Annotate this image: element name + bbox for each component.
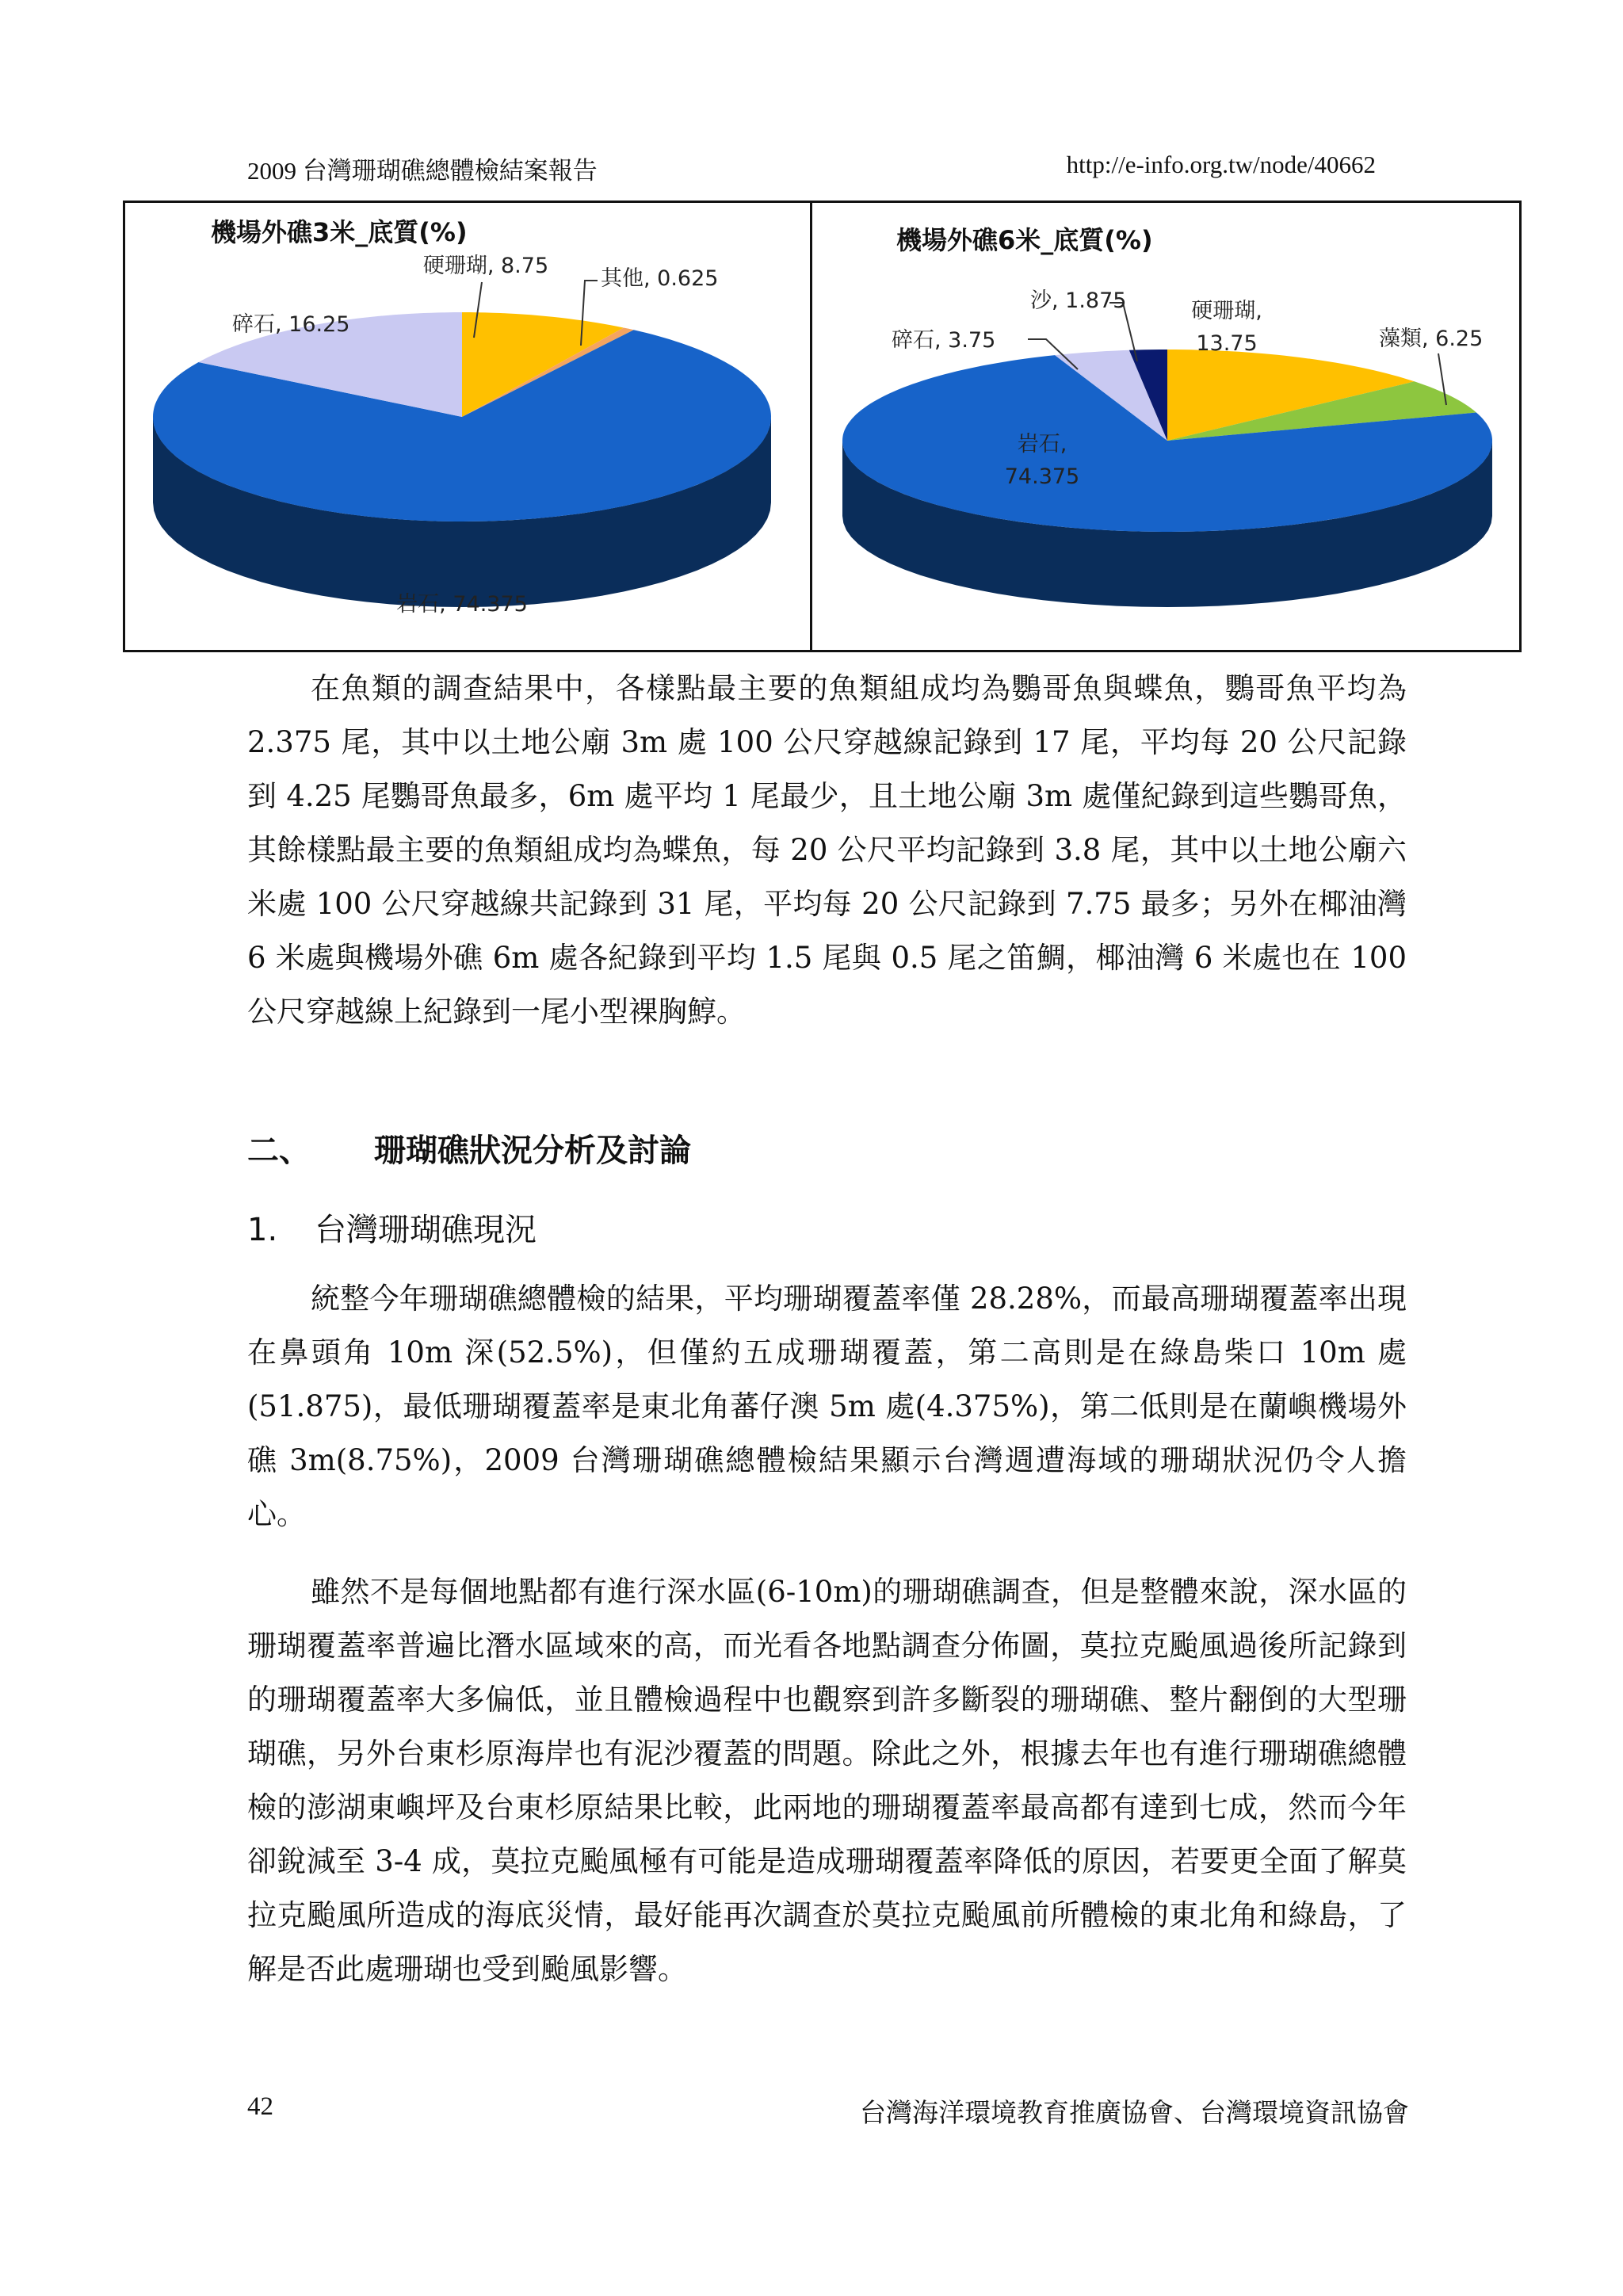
pie-chart-3m [125,203,810,650]
paragraph-coral-status: 統整今年珊瑚礁總體檢的結果，平均珊瑚覆蓋率僅 28.28%，而最高珊瑚覆蓋率出現在鼻頭角 10m 深(52.5%)，但僅約五成珊瑚覆蓋，第二高則是在綠島柴口 10m 處(51.875)，最低珊瑚覆蓋率是東北角蕃仔澳 5m 處(4.375%)，第二低則是在蘭嶼機場外礁 3m(8.75%)，2009 台灣珊瑚礁總體檢結果顯示台灣週遭海域的珊瑚狀況仍令人擔心。 [247,1282,1407,1531]
subsection-number: 1. [247,1212,278,1248]
section-number: 二、 [247,1133,311,1169]
section-title: 珊瑚礁狀況分析及討論 [374,1133,691,1169]
header-title: 2009 台灣珊瑚礁總體檢結案報告 [247,157,598,185]
section-heading [247,1125,691,1171]
chart-title: 機場外礁3米_底質(%) [211,217,468,247]
page-number: 42 [247,2092,273,2121]
pie-chart-6m [812,203,1519,650]
paragraph-fish-survey: 在魚類的調查結果中，各樣點最主要的魚類組成均為鸚哥魚與蝶魚，鸚哥魚平均為 2.375 尾，其中以土地公廟 3m 處 100 公尺穿越線記錄到 17 尾，平均每 20 公尺記錄到 4.25 尾鸚哥魚最多，6m 處平均 1 尾最少，且土地公廟 3m 處僅紀錄到這些鸚哥魚，其餘樣點最主要的魚類組成均為蝶魚，每 20 公尺平均記錄到 3.8 尾，其中以土地公廟六米處 100 公尺穿越線共記錄到 31 尾，平均每 20 公尺記錄到 7.75 最多；另外在椰油灣 6 米處與機場外礁 6m 處各紀錄到平均 1.5 尾與 0.5 尾之笛鯛，椰油灣 6 米處也在 100 公尺穿越線上紀錄到一尾小型裸胸鯙。 [247,671,1407,1029]
header-url: http://e-info.org.tw/node/40662 [1066,151,1376,178]
footer-org: 台灣海洋環境教育推廣協會、台灣環境資訊協會 [860,2097,1409,2128]
paragraph-deep-water: 雖然不是每個地點都有進行深水區(6-10m)的珊瑚礁調查，但是整體來說，深水區的珊瑚覆蓋率普遍比潛水區域來的高，而光看各地點調查分佈圖，莫拉克颱風過後所記錄到的珊瑚覆蓋率大多偏低，並且體檢過程中也觀察到許多斷裂的珊瑚礁、整片翻倒的大型珊瑚礁，另外台東杉原海岸也有泥沙覆蓋的問題。除此之外，根據去年也有進行珊瑚礁總體檢的澎湖東嶼坪及台東杉原結果比較，此兩地的珊瑚覆蓋率最高都有達到七成，然而今年卻銳減至 3-4 成，莫拉克颱風極有可能是造成珊瑚覆蓋率降低的原因，若要更全面了解莫拉克颱風所造成的海底災情，最好能再次調查於莫拉克颱風前所體檢的東北角和綠島，了解是否此處珊瑚也受到颱風影響。 [247,1575,1407,1986]
data-label: 硬珊瑚, 8.75 [422,254,549,278]
data-label: 沙, 1.875 [1030,288,1127,313]
data-label: 岩石, 74.375 [396,592,528,617]
chart-title: 機場外礁6米_底質(%) [896,225,1153,255]
data-label: 碎石, 3.75 [892,328,996,353]
data-label: 岩石, [1017,432,1067,457]
subsection-title: 台灣珊瑚礁現況 [315,1212,537,1248]
subsection-heading [247,1205,537,1250]
data-label: 藻類, 6.25 [1379,327,1484,351]
data-label: 74.375 [1004,464,1080,489]
data-label: 13.75 [1196,331,1258,356]
data-label: 碎石, 16.25 [232,312,350,337]
data-label: 硬珊瑚, [1191,299,1262,323]
data-label: 其他, 0.625 [601,266,719,291]
